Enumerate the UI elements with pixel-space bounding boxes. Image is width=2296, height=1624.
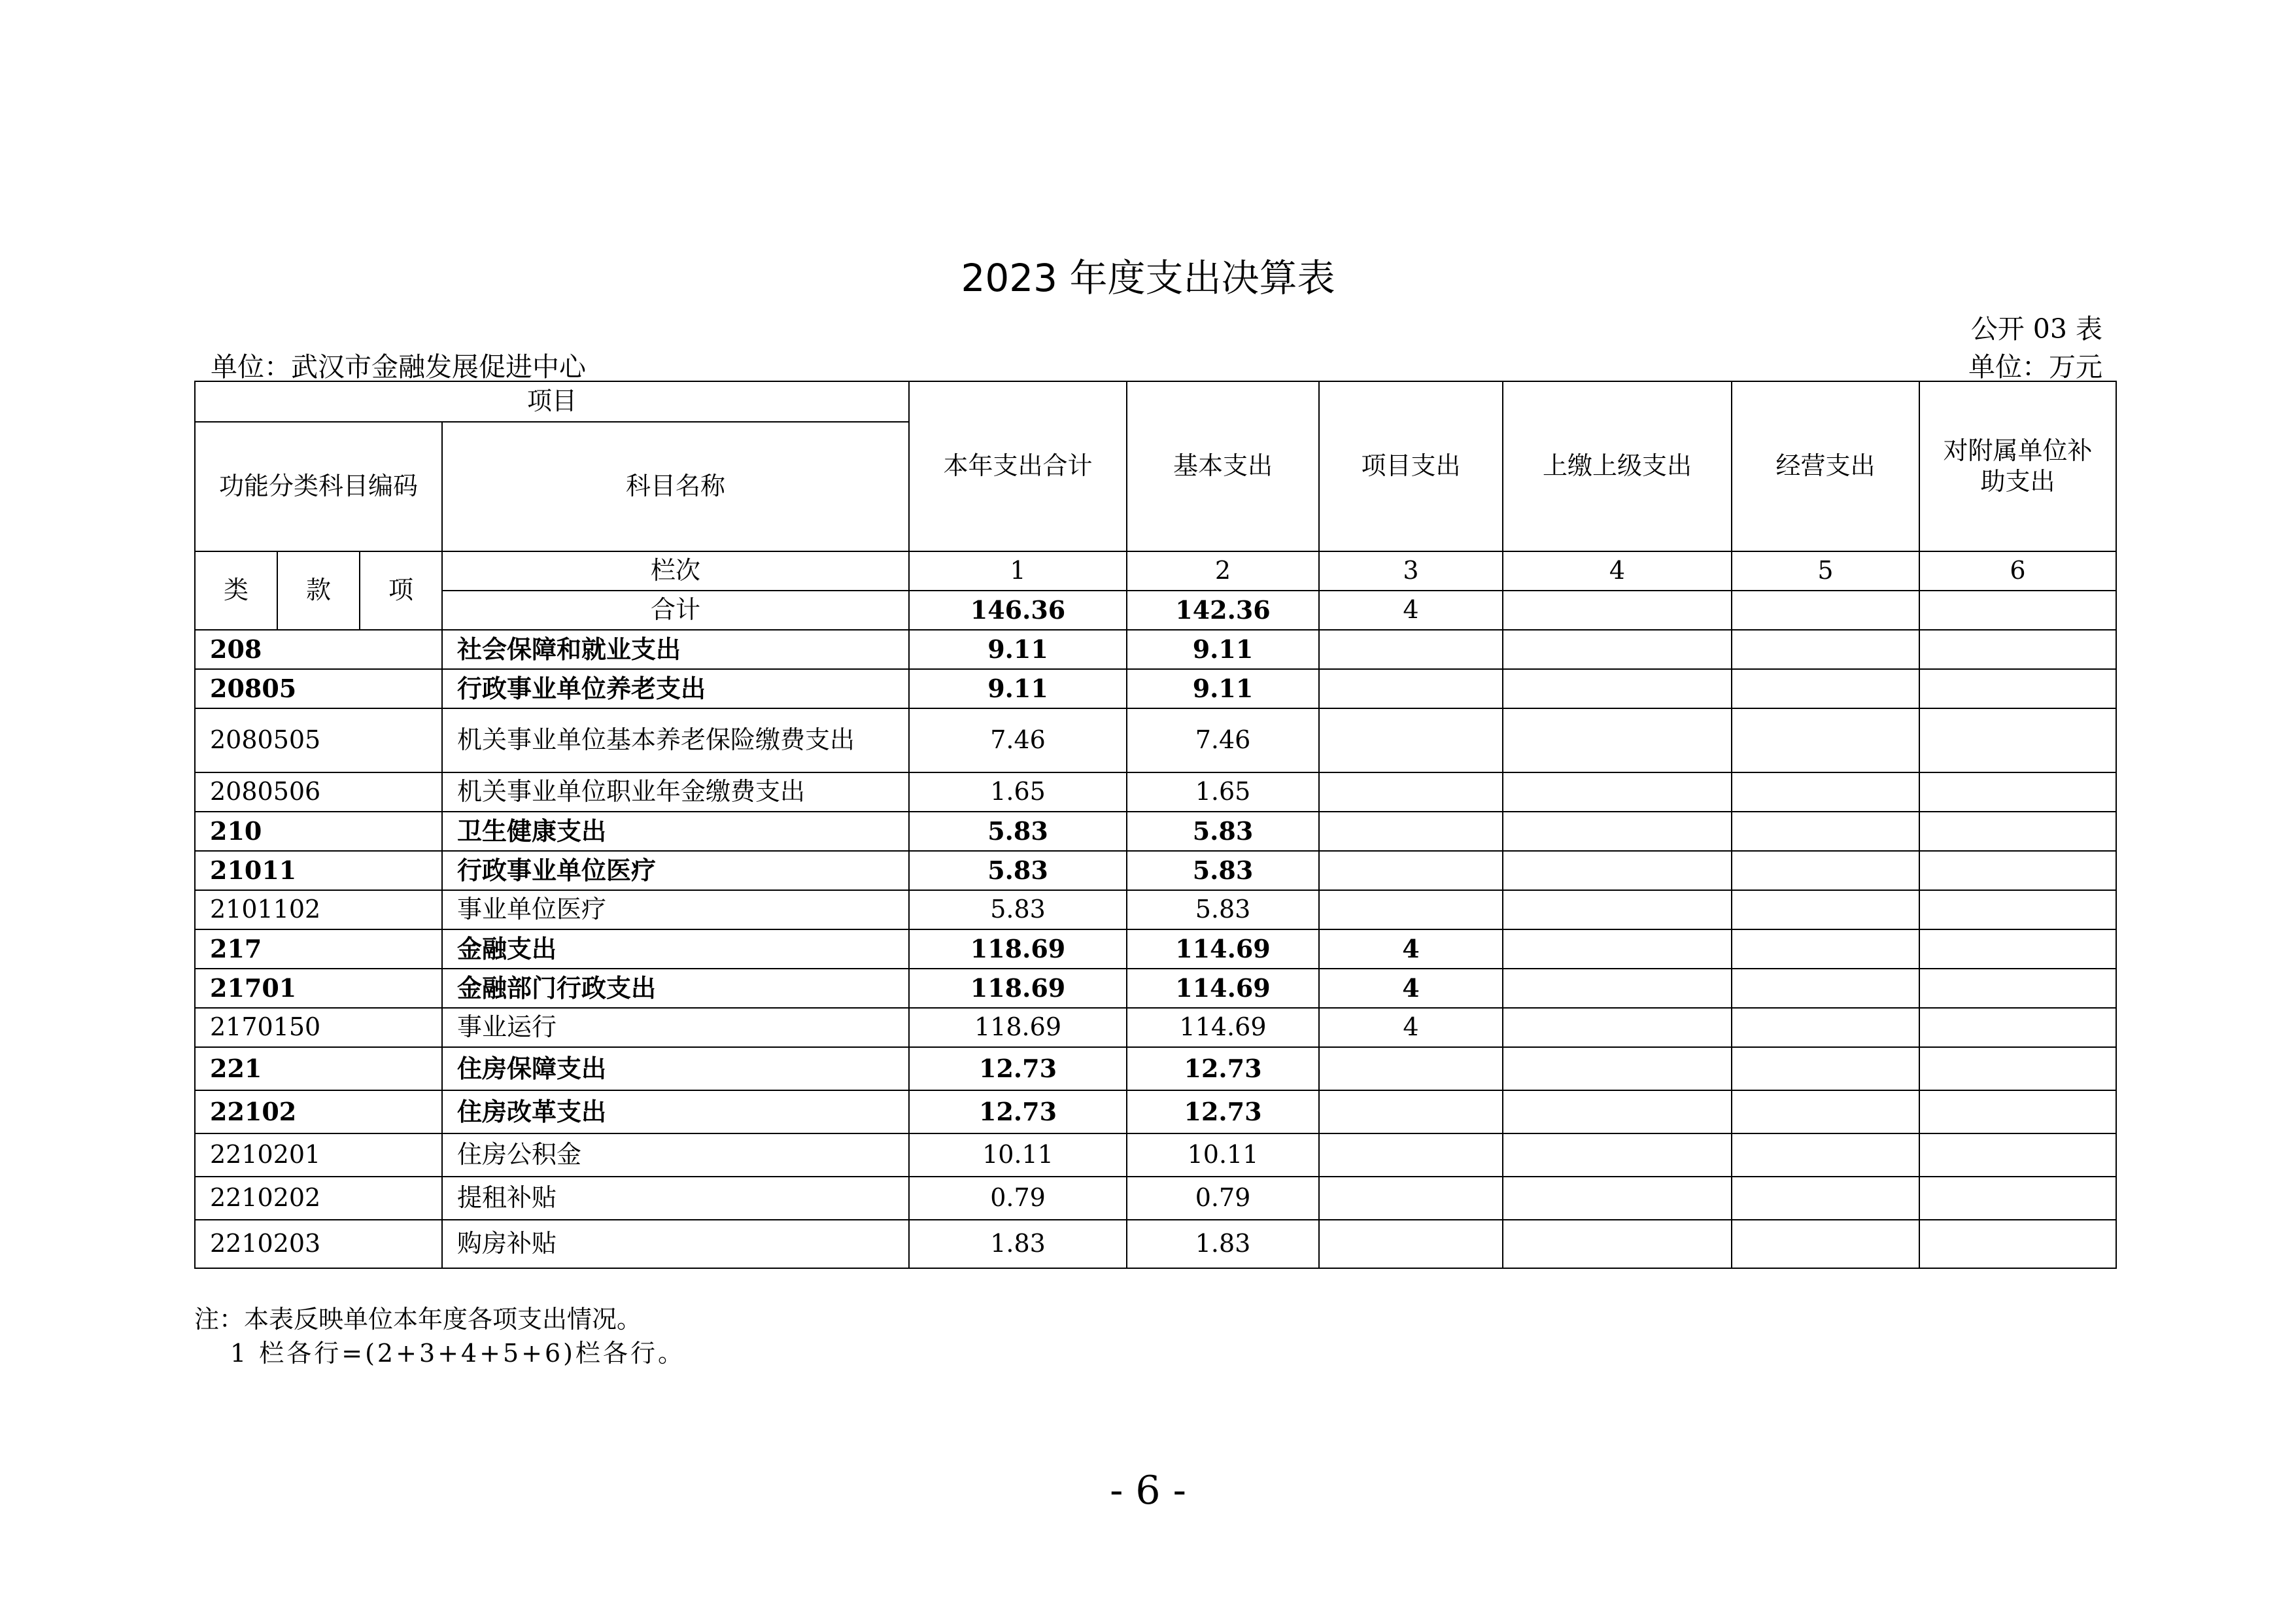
header-col-4: 上缴上级支出 — [1503, 381, 1732, 551]
row-value — [1732, 1008, 1919, 1047]
header-xiang: 项 — [360, 551, 442, 630]
table-row — [195, 1090, 2116, 1133]
row-value — [1732, 969, 1919, 1008]
row-value — [1503, 1008, 1732, 1047]
row-code: 2210202 — [195, 1177, 442, 1220]
row-value — [1732, 1133, 1919, 1177]
header-col-1: 本年支出合计 — [909, 381, 1127, 551]
row-value: 7.46 — [1127, 708, 1319, 772]
row-value — [1919, 1177, 2116, 1220]
page-number: - 6 - — [1110, 1468, 1186, 1513]
row-name: 提租补贴 — [442, 1177, 909, 1220]
row-code: 21011 — [195, 851, 442, 890]
row-value: 10.11 — [909, 1133, 1127, 1177]
row-code: 20805 — [195, 669, 442, 708]
row-value: 5.83 — [909, 890, 1127, 929]
row-value: 1.83 — [1127, 1220, 1319, 1268]
row-value — [1919, 1220, 2116, 1268]
row-value — [1503, 1090, 1732, 1133]
table-row — [195, 1177, 2116, 1220]
total-value: 4 — [1319, 591, 1503, 630]
row-value — [1319, 812, 1503, 851]
row-value — [1732, 812, 1919, 851]
table-row — [195, 812, 2116, 851]
header-col-2: 基本支出 — [1127, 381, 1319, 551]
row-name: 行政事业单位养老支出 — [442, 669, 909, 708]
table-row — [195, 630, 2116, 669]
row-value — [1503, 708, 1732, 772]
row-name: 机关事业单位职业年金缴费支出 — [442, 772, 909, 812]
row-value — [1732, 1090, 1919, 1133]
table-row — [195, 1133, 2116, 1177]
reporting-unit: 单位：武汉市金融发展促进中心 — [211, 351, 586, 383]
header-func-code: 功能分类科目编码 — [195, 422, 442, 551]
row-value: 5.83 — [909, 812, 1127, 851]
header-kuan: 款 — [277, 551, 360, 630]
table-row — [195, 1220, 2116, 1268]
row-code: 2101102 — [195, 890, 442, 929]
header-col-3: 项目支出 — [1319, 381, 1503, 551]
col-num-3: 3 — [1319, 551, 1503, 591]
row-value — [1503, 1047, 1732, 1090]
row-value — [1732, 851, 1919, 890]
header-col-5: 经营支出 — [1732, 381, 1919, 551]
row-name: 住房保障支出 — [442, 1047, 909, 1090]
row-value — [1919, 969, 2116, 1008]
header-lanci: 栏次 — [442, 551, 909, 591]
row-value — [1919, 851, 2116, 890]
row-value: 12.73 — [1127, 1090, 1319, 1133]
table-row — [195, 669, 2116, 708]
row-value — [1919, 812, 2116, 851]
row-name: 卫生健康支出 — [442, 812, 909, 851]
row-value: 5.83 — [909, 851, 1127, 890]
row-name: 行政事业单位医疗 — [442, 851, 909, 890]
row-name: 机关事业单位基本养老保险缴费支出 — [442, 708, 909, 772]
table-row — [195, 890, 2116, 929]
row-code: 2080505 — [195, 708, 442, 772]
row-value: 0.79 — [909, 1177, 1127, 1220]
row-value — [1503, 772, 1732, 812]
header-row-lanci — [195, 551, 2116, 591]
row-value — [1319, 1220, 1503, 1268]
row-value — [1919, 890, 2116, 929]
row-value: 5.83 — [1127, 851, 1319, 890]
expenditure-table — [194, 381, 2117, 1269]
row-code: 22102 — [195, 1090, 442, 1133]
row-value: 4 — [1319, 969, 1503, 1008]
row-code: 21701 — [195, 969, 442, 1008]
row-value: 12.73 — [1127, 1047, 1319, 1090]
row-code: 2210203 — [195, 1220, 442, 1268]
row-value: 1.83 — [909, 1220, 1127, 1268]
row-value — [1503, 1220, 1732, 1268]
row-value: 12.73 — [909, 1090, 1127, 1133]
row-value: 118.69 — [909, 1008, 1127, 1047]
header-project: 项目 — [195, 381, 909, 422]
row-value — [1319, 708, 1503, 772]
row-value — [1319, 890, 1503, 929]
row-name: 购房补贴 — [442, 1220, 909, 1268]
row-value — [1919, 669, 2116, 708]
row-value: 10.11 — [1127, 1133, 1319, 1177]
table-row — [195, 851, 2116, 890]
row-name: 社会保障和就业支出 — [442, 630, 909, 669]
row-value — [1732, 929, 1919, 969]
row-value — [1732, 1220, 1919, 1268]
table-note: 注：本表反映单位本年度各项支出情况。 — [194, 1305, 642, 1334]
row-value: 5.83 — [1127, 890, 1319, 929]
row-value: 9.11 — [909, 630, 1127, 669]
row-value — [1732, 669, 1919, 708]
row-name: 事业运行 — [442, 1008, 909, 1047]
row-name: 住房改革支出 — [442, 1090, 909, 1133]
col-num-4: 4 — [1503, 551, 1732, 591]
table-row — [195, 929, 2116, 969]
currency-unit: 单位：万元 — [1968, 351, 2102, 383]
total-value — [1503, 591, 1732, 630]
row-code: 2080506 — [195, 772, 442, 812]
page-title: 2023 年度支出决算表 — [961, 256, 1335, 300]
row-value: 114.69 — [1127, 969, 1319, 1008]
table-row — [195, 708, 2116, 772]
table-row — [195, 1008, 2116, 1047]
row-value — [1732, 708, 1919, 772]
row-value — [1503, 929, 1732, 969]
row-value: 118.69 — [909, 969, 1127, 1008]
row-value — [1503, 1177, 1732, 1220]
row-code: 2170150 — [195, 1008, 442, 1047]
row-value — [1503, 630, 1732, 669]
row-value: 7.46 — [909, 708, 1127, 772]
row-value: 9.11 — [1127, 669, 1319, 708]
row-value: 12.73 — [909, 1047, 1127, 1090]
col-num-1: 1 — [909, 551, 1127, 591]
row-name: 事业单位医疗 — [442, 890, 909, 929]
row-value — [1919, 708, 2116, 772]
row-value — [1319, 669, 1503, 708]
row-value — [1732, 1177, 1919, 1220]
row-value — [1319, 851, 1503, 890]
col-num-5: 5 — [1732, 551, 1919, 591]
row-value: 1.65 — [1127, 772, 1319, 812]
row-value — [1919, 1047, 2116, 1090]
row-value — [1319, 1177, 1503, 1220]
row-value: 5.83 — [1127, 812, 1319, 851]
row-name: 住房公积金 — [442, 1133, 909, 1177]
row-value — [1732, 630, 1919, 669]
total-value — [1919, 591, 2116, 630]
row-value — [1919, 929, 2116, 969]
row-value — [1319, 1133, 1503, 1177]
total-value — [1732, 591, 1919, 630]
row-value — [1319, 1090, 1503, 1133]
row-value — [1503, 812, 1732, 851]
row-value — [1732, 772, 1919, 812]
row-value — [1919, 772, 2116, 812]
row-value — [1919, 1008, 2116, 1047]
row-value: 118.69 — [909, 929, 1127, 969]
row-code: 210 — [195, 812, 442, 851]
total-value: 142.36 — [1127, 591, 1319, 630]
row-code: 2210201 — [195, 1133, 442, 1177]
row-name: 金融支出 — [442, 929, 909, 969]
row-value — [1503, 890, 1732, 929]
header-row-project — [195, 381, 2116, 422]
row-value — [1319, 630, 1503, 669]
row-value: 0.79 — [1127, 1177, 1319, 1220]
table-note-formula: 1 栏各行=(2+3+4+5+6)栏各行。 — [230, 1339, 685, 1368]
col-num-2: 2 — [1127, 551, 1319, 591]
header-lei: 类 — [195, 551, 277, 630]
row-value — [1319, 772, 1503, 812]
row-value: 4 — [1319, 1008, 1503, 1047]
row-value — [1503, 969, 1732, 1008]
header-subject-name: 科目名称 — [442, 422, 909, 551]
total-label: 合计 — [442, 591, 909, 630]
form-number: 公开 03 表 — [1970, 313, 2102, 345]
row-value — [1503, 851, 1732, 890]
row-value — [1919, 1090, 2116, 1133]
col-num-6: 6 — [1919, 551, 2116, 591]
row-code: 217 — [195, 929, 442, 969]
table-row — [195, 772, 2116, 812]
row-value — [1319, 1047, 1503, 1090]
row-value: 9.11 — [1127, 630, 1319, 669]
row-code: 221 — [195, 1047, 442, 1090]
row-name: 金融部门行政支出 — [442, 969, 909, 1008]
row-value: 1.65 — [909, 772, 1127, 812]
row-value — [1503, 1133, 1732, 1177]
total-row — [195, 591, 2116, 630]
row-value: 9.11 — [909, 669, 1127, 708]
row-value — [1919, 1133, 2116, 1177]
row-value — [1732, 1047, 1919, 1090]
row-value: 114.69 — [1127, 929, 1319, 969]
row-value — [1919, 630, 2116, 669]
header-col-6: 对附属单位补助支出 — [1919, 381, 2116, 551]
table-row — [195, 969, 2116, 1008]
table-row — [195, 1047, 2116, 1090]
row-value: 4 — [1319, 929, 1503, 969]
row-value — [1503, 669, 1732, 708]
total-value: 146.36 — [909, 591, 1127, 630]
row-code: 208 — [195, 630, 442, 669]
row-value — [1732, 890, 1919, 929]
row-value: 114.69 — [1127, 1008, 1319, 1047]
